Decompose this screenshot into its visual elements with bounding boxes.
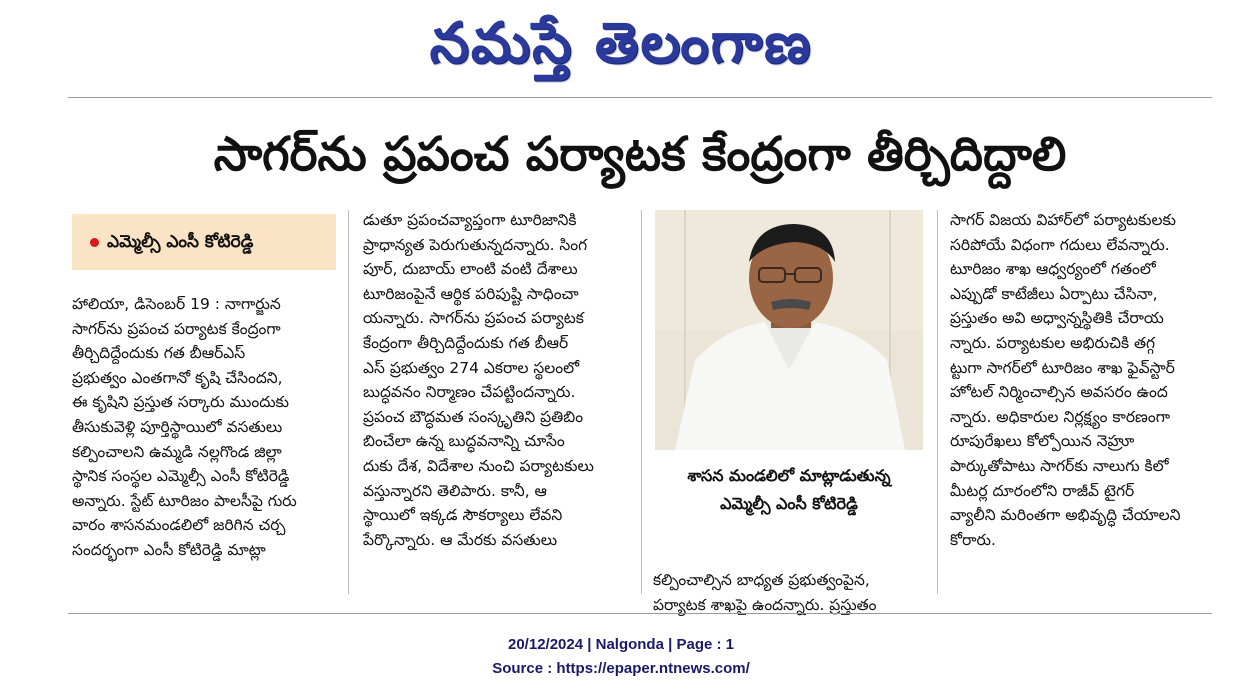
column-divider (937, 210, 938, 594)
red-bullet-icon (90, 238, 99, 247)
text-line: స్థానిక సంస్థల ఎమ్మెల్సీ ఎంసీ కోటిరెడ్డి (72, 467, 290, 486)
text-line: టూరిజం శాఖ ఆధ్వర్యంలో గతంలో (950, 260, 1156, 279)
text-line: సరిపోయే విధంగా గదులు లేవన్నారు. (950, 235, 1170, 254)
text-line: సాగర్ విజయ విహార్‌లో పర్యాటకులకు (950, 211, 1176, 229)
masthead (0, 4, 1242, 82)
top-divider (68, 97, 1212, 98)
text-line: తీసుకువెళ్లి పూర్తిస్థాయిలో వసతులు (72, 417, 283, 436)
text-line: ప్రాధాన్యత పెరుగుతున్నదన్నారు. సింగ (363, 235, 588, 254)
text-line: వ్యాలీని మరింతగా అభివృద్ధి చేయాలని (950, 506, 1181, 525)
byline (90, 214, 253, 270)
text-line: పర్యాటక శాఖపై ఉందన్నారు. ప్రస్తుతం (653, 595, 877, 614)
article-column-2 (363, 208, 631, 552)
text-line: హాలియా, డిసెంబర్ 19 : నాగార్జున (72, 295, 281, 313)
text-line: సాగర్‌ను ప్రపంచ పర్యాటక కేంద్రంగా (72, 319, 281, 338)
footer-source-link[interactable]: Source : https://epaper.ntnews.com/ (492, 660, 750, 677)
byline-text: ఎమ్మెల్సీ ఎంసీ కోటిరెడ్డి (107, 232, 254, 252)
article-column-3 (653, 568, 925, 617)
text-line: యన్నారు. సాగర్‌ను ప్రపంచ పర్యాటక (363, 309, 584, 328)
column-divider (641, 210, 642, 594)
caption-line: శాసన మండలిలో మాట్లాడుతున్న (687, 466, 891, 485)
text-line: ట్టుగా సాగర్‌లో టూరిజం శాఖ ఫైవ్‌స్టార్ (950, 358, 1175, 377)
portrait-image (655, 210, 923, 450)
text-line: న్నారు. పర్యాటకుల అభిరుచికి తగ్గ (950, 333, 1156, 352)
byline-box (72, 214, 336, 270)
caption-line: ఎమ్మెల్సీ ఎంసీ కోటిరెడ్డి (720, 494, 858, 513)
photo-caption (653, 462, 925, 518)
footer-date-edition: 20/12/2024 | Nalgonda | Page : 1 (508, 636, 734, 653)
text-line: ప్రపంచ బౌద్ధమత సంస్కృతిని ప్రతిబిం (363, 407, 584, 426)
article-column-1 (72, 292, 338, 563)
article-column-4 (950, 208, 1212, 552)
column-divider (348, 210, 349, 594)
text-line: బించేలా ఉన్న బుద్ధవనాన్ని చూసేం (363, 432, 565, 451)
text-line: ప్రస్తుతం అవి అధ్వాన్నస్థితికి చేరాయ (950, 309, 1164, 328)
text-line: అన్నారు. స్టేట్ టూరిజం పాలసీపై గురు (72, 491, 297, 510)
bottom-divider (68, 613, 1212, 614)
text-line: సందర్భంగా ఎంసీ కోటిరెడ్డి మాట్లా (72, 540, 266, 559)
text-line: డుతూ ప్రపంచవ్యాప్తంగా టూరిజానికి (363, 211, 577, 229)
text-line: పార్కుతోపాటు సాగర్‌కు నాలుగు కిలో (950, 456, 1169, 475)
text-line: వారం శాసనమండలిలో జరిగిన చర్చ (72, 516, 286, 535)
text-line: ఈ కృషిని ప్రస్తుత సర్కారు ముందుకు (72, 393, 290, 412)
text-line: రూపురేఖలు కోల్పోయిన నెహ్రూ (950, 432, 1135, 451)
text-line: పూర్, దుబాయ్ లాంటి వంటి దేశాలు (363, 260, 578, 279)
text-line: ఎప్పుడో కాటేజీలు ఏర్పాటు చేసినా, (950, 284, 1158, 303)
article-headline: సాగర్‌ను ప్రపంచ పర్యాటక కేంద్రంగా తీర్చిదిద్దాలి (213, 127, 1067, 182)
text-line: టూరిజంపైనే ఆర్థిక పరిపుష్టి సాధించా (363, 284, 579, 303)
text-line: హోటల్ నిర్మించాల్సిన అవసరం ఉంద (950, 383, 1168, 402)
text-line: న్నారు. అధికారుల నిర్లక్ష్యం కారణంగా (950, 407, 1170, 426)
text-line: దుకు దేశ, విదేశాల నుంచి పర్యాటకులు (363, 456, 594, 475)
text-line: ఎస్ ప్రభుత్వం 274 ఎకరాల స్థలంలో (363, 358, 580, 377)
text-line: పేర్కొన్నారు. ఆ మేరకు వసతులు (363, 530, 558, 549)
text-line: బుద్ధవనం నిర్మాణం చేపట్టిందన్నారు. (363, 383, 576, 402)
photo-legislator (655, 210, 923, 450)
text-line: కల్పించాలని ఉమ్మడి నల్లగొండ జిల్లా (72, 442, 282, 461)
text-line: ప్రభుత్వం ఎంతగానో కృషి చేసిందని, (72, 368, 283, 387)
text-line: కోరారు. (950, 530, 996, 549)
text-line: తీర్చిదిద్దేందుకు గత బీఆర్ఎస్ (72, 344, 246, 363)
text-line: స్థాయిలో ఇక్కడ సౌకర్యాలు లేవని (363, 506, 563, 525)
text-line: కేంద్రంగా తీర్చిదిద్దేందుకు గత బీఆర్ (363, 333, 569, 352)
text-line: మీటర్ల దూరంలోని రాజీవ్ టైగర్ (950, 481, 1135, 500)
text-line: వస్తున్నారని తెలిపారు. కానీ, ఆ (363, 481, 547, 500)
masthead-logo: నమస్తే తెలంగాణ (429, 10, 813, 76)
text-line: కల్పించాల్సిన బాధ్యత ప్రభుత్వంపైన, (653, 571, 870, 589)
